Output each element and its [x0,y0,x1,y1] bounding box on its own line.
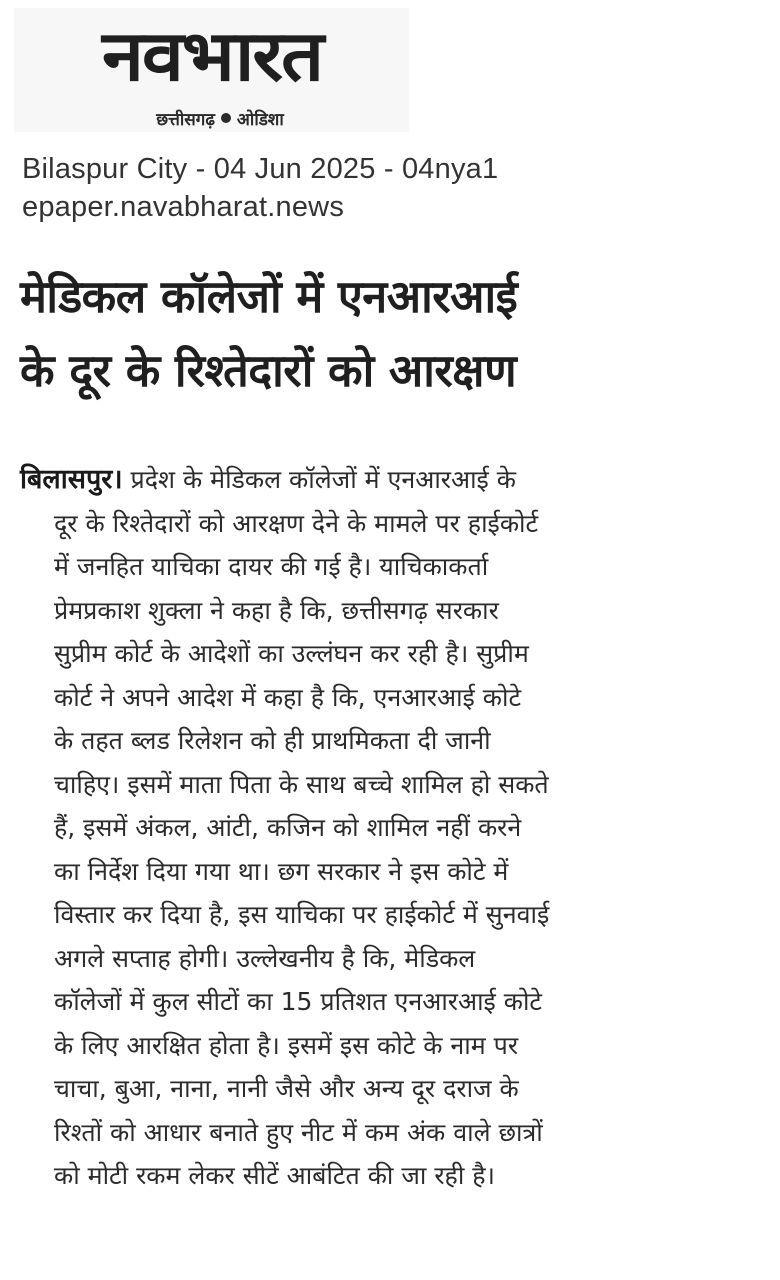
body-line-text: प्रदेश के मेडिकल कॉलेजों में एनआरआई के [122,465,516,494]
region-odisha: ओडिशा [236,109,284,130]
body-line: कॉलेजों में कुल सीटों का 15 प्रतिशत एनआरआई कोटे [54,987,543,1016]
body-line: को मोटी रकम लेकर सीटें आबंटित की जा रही है। [54,1161,495,1190]
masthead [14,8,409,132]
body-line: अगले सप्ताह होगी। उल्लेखनीय है कि, मेडिकल [54,943,476,973]
body-line: प्रेमप्रकाश शुक्ला ने कहा है कि, छत्तीसगढ़ सरकार [54,595,499,625]
edition-info [22,150,722,226]
body-line: रिश्तों को आधार बनाते हुए नीट में कम अंक वाले छात्रों [54,1117,543,1147]
region-chhattisgarh: छत्तीसगढ़ [156,109,215,130]
body-line: के तहत ब्लड रिलेशन को ही प्राथमिकता दी जानी [54,726,491,755]
body-line: के लिए आरक्षित होता है। इसमें इस कोटे के नाम पर [54,1030,519,1060]
bullet-dot-icon [221,113,231,123]
body-line [20,458,750,502]
body-line: चाचा, बुआ, नाना, नानी जैसे और अन्य दूर दराज के [54,1074,519,1103]
body-line: हैं, इसमें अंकल, आंटी, कजिन को शामिल नहीं करने [54,813,522,842]
body-line: सुप्रीम कोर्ट के आदेशों का उल्लंघन कर रही है। सुप्रीम [54,639,529,668]
edition-date-line: Bilaspur City - 04 Jun 2025 - 04nya1 [22,153,499,185]
edition-regions [100,106,340,130]
body-line: दूर के रिश्तेदारों को आरक्षण देने के मामले पर हाईकोर्ट [54,508,539,538]
body-line: चाहिए। इसमें माता पिता के साथ बच्चे शामिल हो सकते [54,769,549,799]
headline-line: के दूर के रिश्तेदारों को आरक्षण [20,344,517,397]
body-line: में जनहित याचिका दायर की गई है। याचिकाकर्ता [54,552,489,581]
newspaper-logo: नवभारत [102,15,322,97]
headline-line: मेडिकल कॉलेजों में एनआरआई [20,270,518,323]
epaper-url: epaper.navabharat.news [22,191,345,223]
body-line: कोर्ट ने अपने आदेश में कहा है कि, एनआरआई कोटे [54,682,522,712]
body-line: विस्तार कर दिया है, इस याचिका पर हाईकोर्ट में सुनवाई [54,900,550,929]
dateline: बिलासपुर। [20,464,123,495]
body-line: का निर्देश दिया गया था। छग सरकार ने इस कोटे में [54,856,509,886]
article-body [20,458,750,1198]
article-headline [20,260,760,408]
